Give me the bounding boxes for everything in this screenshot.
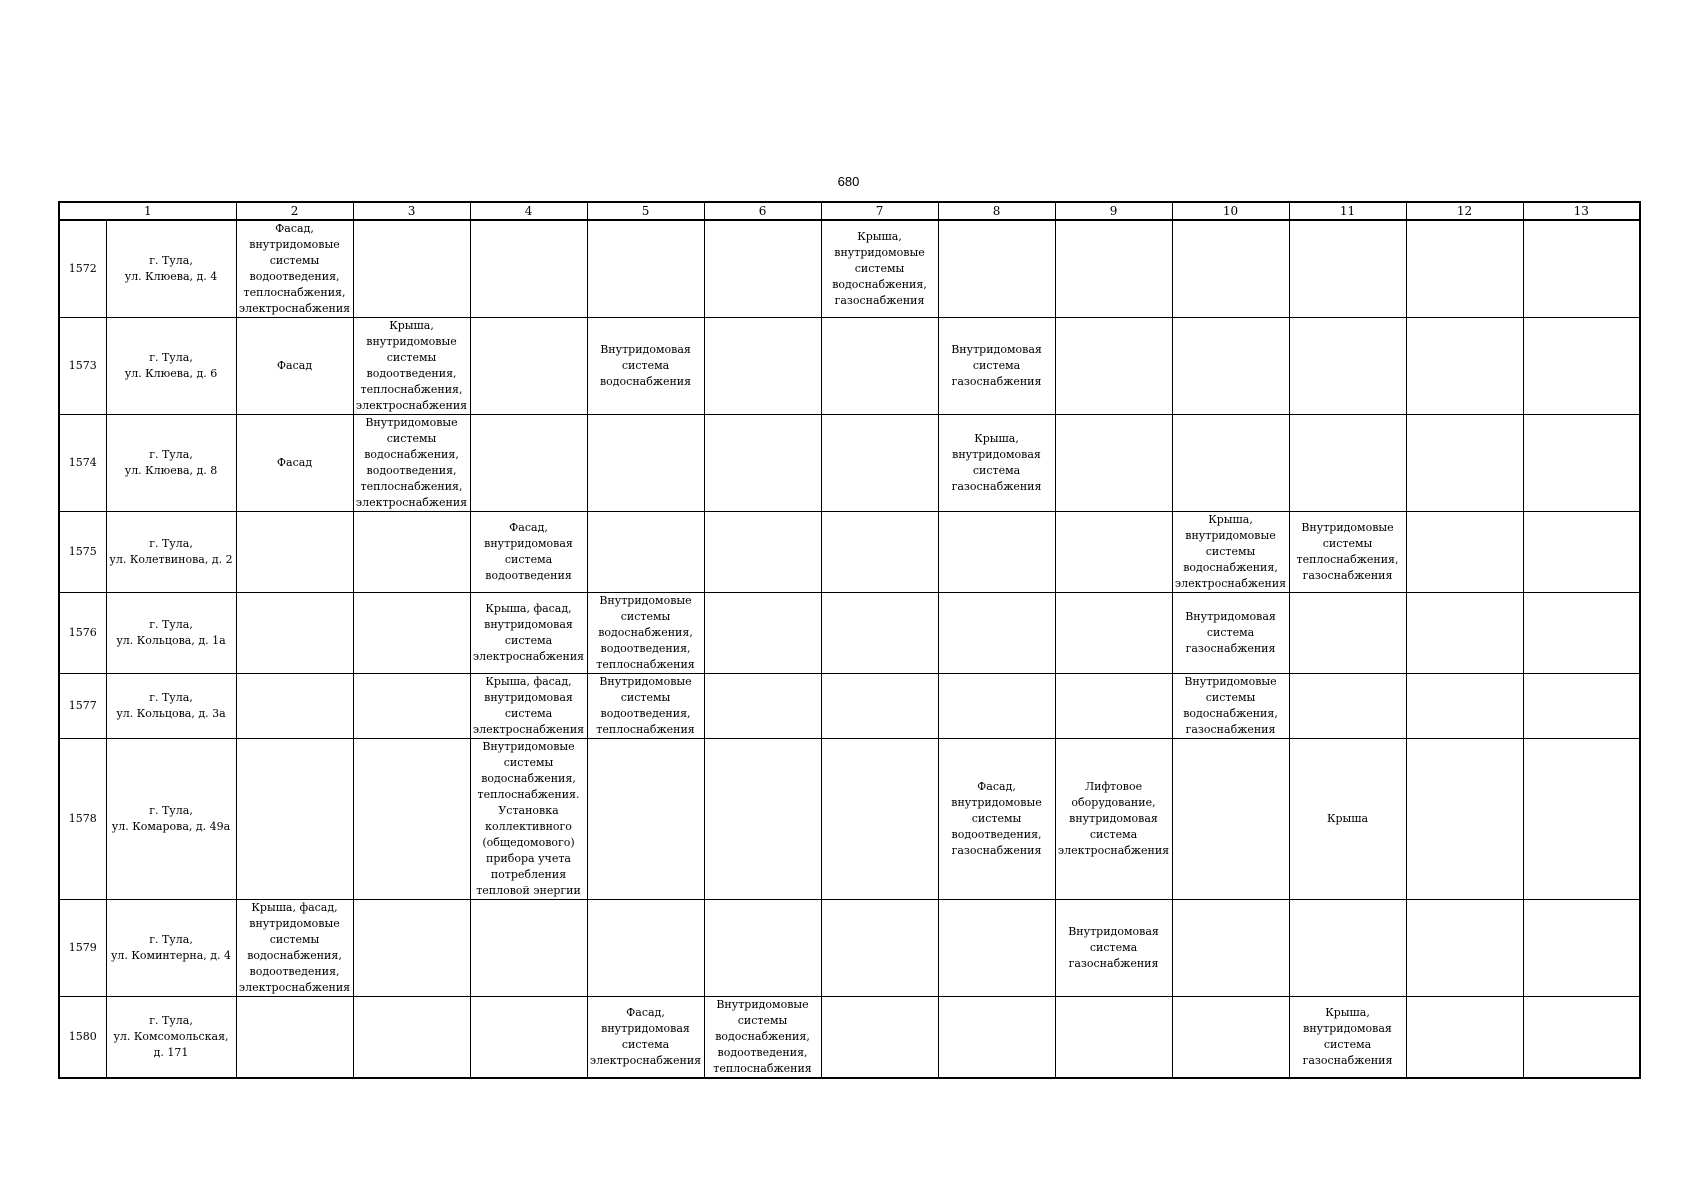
work-cell — [1406, 997, 1523, 1079]
work-cell — [353, 593, 470, 674]
table-row — [59, 512, 1640, 593]
table-row — [59, 739, 1640, 900]
work-cell — [470, 997, 587, 1079]
work-cell — [1523, 900, 1640, 997]
work-cell: Фасад, внутридомовая система водоотведения — [470, 512, 587, 593]
work-cell — [236, 512, 353, 593]
work-cell: Крыша, фасад, внутридомовая система электроснабжения — [470, 674, 587, 739]
work-cell — [704, 220, 821, 318]
work-cell — [1055, 415, 1172, 512]
work-cell — [587, 415, 704, 512]
work-cell: Внутридомовые системы водоснабжения, теплоснабжения. Установка коллективного (общедомового) прибора учета потребления тепловой энергии — [470, 739, 587, 900]
header-cell: 3 — [353, 202, 470, 220]
work-cell — [1523, 674, 1640, 739]
work-cell: Крыша — [1289, 739, 1406, 900]
work-cell — [704, 900, 821, 997]
work-cell — [470, 900, 587, 997]
work-cell — [938, 674, 1055, 739]
header-cell: 6 — [704, 202, 821, 220]
page-number: 680 — [837, 174, 860, 189]
work-cell — [236, 997, 353, 1079]
work-cell: Фасад — [236, 415, 353, 512]
work-cell — [1523, 997, 1640, 1079]
work-cell — [704, 674, 821, 739]
address-cell: г. Тула, ул. Клюева, д. 8 — [106, 415, 236, 512]
work-cell: Внутридомовые системы водоснабжения, газоснабжения — [1172, 674, 1289, 739]
table-row — [59, 900, 1640, 997]
work-cell — [821, 900, 938, 997]
work-cell — [353, 674, 470, 739]
work-cell — [821, 415, 938, 512]
work-cell — [1055, 593, 1172, 674]
work-cell — [1523, 512, 1640, 593]
address-cell: г. Тула, ул. Клюева, д. 4 — [106, 220, 236, 318]
work-cell — [821, 739, 938, 900]
work-cell — [704, 739, 821, 900]
work-cell — [1289, 900, 1406, 997]
address-cell: г. Тула, ул. Кольцова, д. 3а — [106, 674, 236, 739]
header-row — [59, 202, 1640, 220]
work-cell — [1289, 593, 1406, 674]
work-cell — [1289, 318, 1406, 415]
work-cell: Фасад, внутридомовая система электроснабжения — [587, 997, 704, 1079]
work-cell: Внутридомовые системы водоотведения, теплоснабжения — [587, 674, 704, 739]
work-cell — [704, 593, 821, 674]
row-number: 1575 — [59, 512, 106, 593]
row-number: 1573 — [59, 318, 106, 415]
work-cell — [1172, 900, 1289, 997]
row-number: 1576 — [59, 593, 106, 674]
work-cell: Внутридомовая система газоснабжения — [1055, 900, 1172, 997]
work-cell — [1172, 415, 1289, 512]
work-cell — [938, 593, 1055, 674]
row-number: 1580 — [59, 997, 106, 1079]
work-cell — [1406, 512, 1523, 593]
work-cell — [470, 220, 587, 318]
header-cell: 10 — [1172, 202, 1289, 220]
work-cell — [1523, 739, 1640, 900]
header-cell: 5 — [587, 202, 704, 220]
work-cell: Фасад, внутридомовые системы водоотведения, газоснабжения — [938, 739, 1055, 900]
work-cell — [1289, 415, 1406, 512]
work-cell — [704, 512, 821, 593]
header-cell: 4 — [470, 202, 587, 220]
work-cell — [1406, 739, 1523, 900]
work-cell — [938, 997, 1055, 1079]
work-cell — [587, 512, 704, 593]
row-number: 1578 — [59, 739, 106, 900]
repair-schedule-table — [58, 201, 1641, 1079]
work-cell: Внутридомовая система газоснабжения — [1172, 593, 1289, 674]
work-cell — [587, 739, 704, 900]
table-row — [59, 997, 1640, 1079]
work-cell — [1055, 220, 1172, 318]
work-cell — [821, 512, 938, 593]
row-number: 1577 — [59, 674, 106, 739]
work-cell — [938, 512, 1055, 593]
row-number: 1579 — [59, 900, 106, 997]
work-cell — [704, 415, 821, 512]
work-cell: Фасад, внутридомовые системы водоотведения, теплоснабжения, электроснабжения — [236, 220, 353, 318]
work-cell: Крыша, внутридомовая система газоснабжения — [1289, 997, 1406, 1079]
work-cell — [821, 318, 938, 415]
work-cell — [704, 318, 821, 415]
work-cell — [821, 674, 938, 739]
work-cell: Крыша, внутридомовые системы водоотведения, теплоснабжения, электроснабжения — [353, 318, 470, 415]
header-cell: 11 — [1289, 202, 1406, 220]
work-cell — [470, 318, 587, 415]
work-cell — [236, 739, 353, 900]
work-cell: Крыша, внутридомовые системы водоснабжения, электроснабжения — [1172, 512, 1289, 593]
work-cell: Внутридомовая система водоснабжения — [587, 318, 704, 415]
work-cell — [821, 593, 938, 674]
row-number: 1574 — [59, 415, 106, 512]
work-cell — [821, 997, 938, 1079]
address-cell: г. Тула, ул. Коминтерна, д. 4 — [106, 900, 236, 997]
header-cell: 12 — [1406, 202, 1523, 220]
work-cell: Внутридомовые системы водоснабжения, водоотведения, теплоснабжения — [704, 997, 821, 1079]
header-cell: 13 — [1523, 202, 1640, 220]
work-cell — [938, 900, 1055, 997]
work-cell — [353, 997, 470, 1079]
address-cell: г. Тула, ул. Колетвинова, д. 2 — [106, 512, 236, 593]
work-cell: Внутридомовые системы водоснабжения, водоотведения, теплоснабжения, электроснабжения — [353, 415, 470, 512]
header-cell: 7 — [821, 202, 938, 220]
table-row — [59, 593, 1640, 674]
work-cell — [1406, 415, 1523, 512]
work-cell: Крыша, фасад, внутридомовая система электроснабжения — [470, 593, 587, 674]
table-row — [59, 415, 1640, 512]
work-cell — [587, 900, 704, 997]
work-cell — [1523, 220, 1640, 318]
work-cell — [1523, 593, 1640, 674]
work-cell — [1289, 674, 1406, 739]
work-cell: Внутридомовая система газоснабжения — [938, 318, 1055, 415]
header-cell: 2 — [236, 202, 353, 220]
work-cell — [1172, 739, 1289, 900]
address-cell: г. Тула, ул. Комарова, д. 49а — [106, 739, 236, 900]
work-cell — [1406, 318, 1523, 415]
work-cell — [353, 512, 470, 593]
table-row — [59, 674, 1640, 739]
work-cell: Фасад — [236, 318, 353, 415]
work-cell: Крыша, фасад, внутридомовые системы водоснабжения, водоотведения, электроснабжения — [236, 900, 353, 997]
header-cell: 8 — [938, 202, 1055, 220]
work-cell — [1406, 220, 1523, 318]
work-cell — [1055, 512, 1172, 593]
work-cell: Внутридомовые системы теплоснабжения, газоснабжения — [1289, 512, 1406, 593]
work-cell — [353, 220, 470, 318]
work-cell — [353, 739, 470, 900]
table-row — [59, 318, 1640, 415]
work-cell — [1523, 318, 1640, 415]
work-cell — [353, 900, 470, 997]
address-cell: г. Тула, ул. Кольцова, д. 1а — [106, 593, 236, 674]
work-cell: Крыша, внутридомовая система газоснабжения — [938, 415, 1055, 512]
work-cell: Крыша, внутридомовые системы водоснабжения, газоснабжения — [821, 220, 938, 318]
header-cell: 1 — [59, 202, 236, 220]
work-cell — [1055, 997, 1172, 1079]
work-cell — [1172, 318, 1289, 415]
work-cell — [1172, 220, 1289, 318]
work-cell — [1055, 674, 1172, 739]
table-row — [59, 220, 1640, 318]
row-number: 1572 — [59, 220, 106, 318]
work-cell — [470, 415, 587, 512]
work-cell — [587, 220, 704, 318]
work-cell — [1289, 220, 1406, 318]
work-cell — [1523, 415, 1640, 512]
work-cell: Лифтовое оборудование, внутридомовая система электроснабжения — [1055, 739, 1172, 900]
work-cell — [236, 674, 353, 739]
address-cell: г. Тула, ул. Комсомольская, д. 171 — [106, 997, 236, 1079]
work-cell — [1406, 593, 1523, 674]
work-cell — [1406, 674, 1523, 739]
work-cell — [1055, 318, 1172, 415]
work-cell — [938, 220, 1055, 318]
work-cell — [1406, 900, 1523, 997]
work-cell — [1172, 997, 1289, 1079]
work-cell: Внутридомовые системы водоснабжения, водоотведения, теплоснабжения — [587, 593, 704, 674]
address-cell: г. Тула, ул. Клюева, д. 6 — [106, 318, 236, 415]
header-cell: 9 — [1055, 202, 1172, 220]
work-cell — [236, 593, 353, 674]
